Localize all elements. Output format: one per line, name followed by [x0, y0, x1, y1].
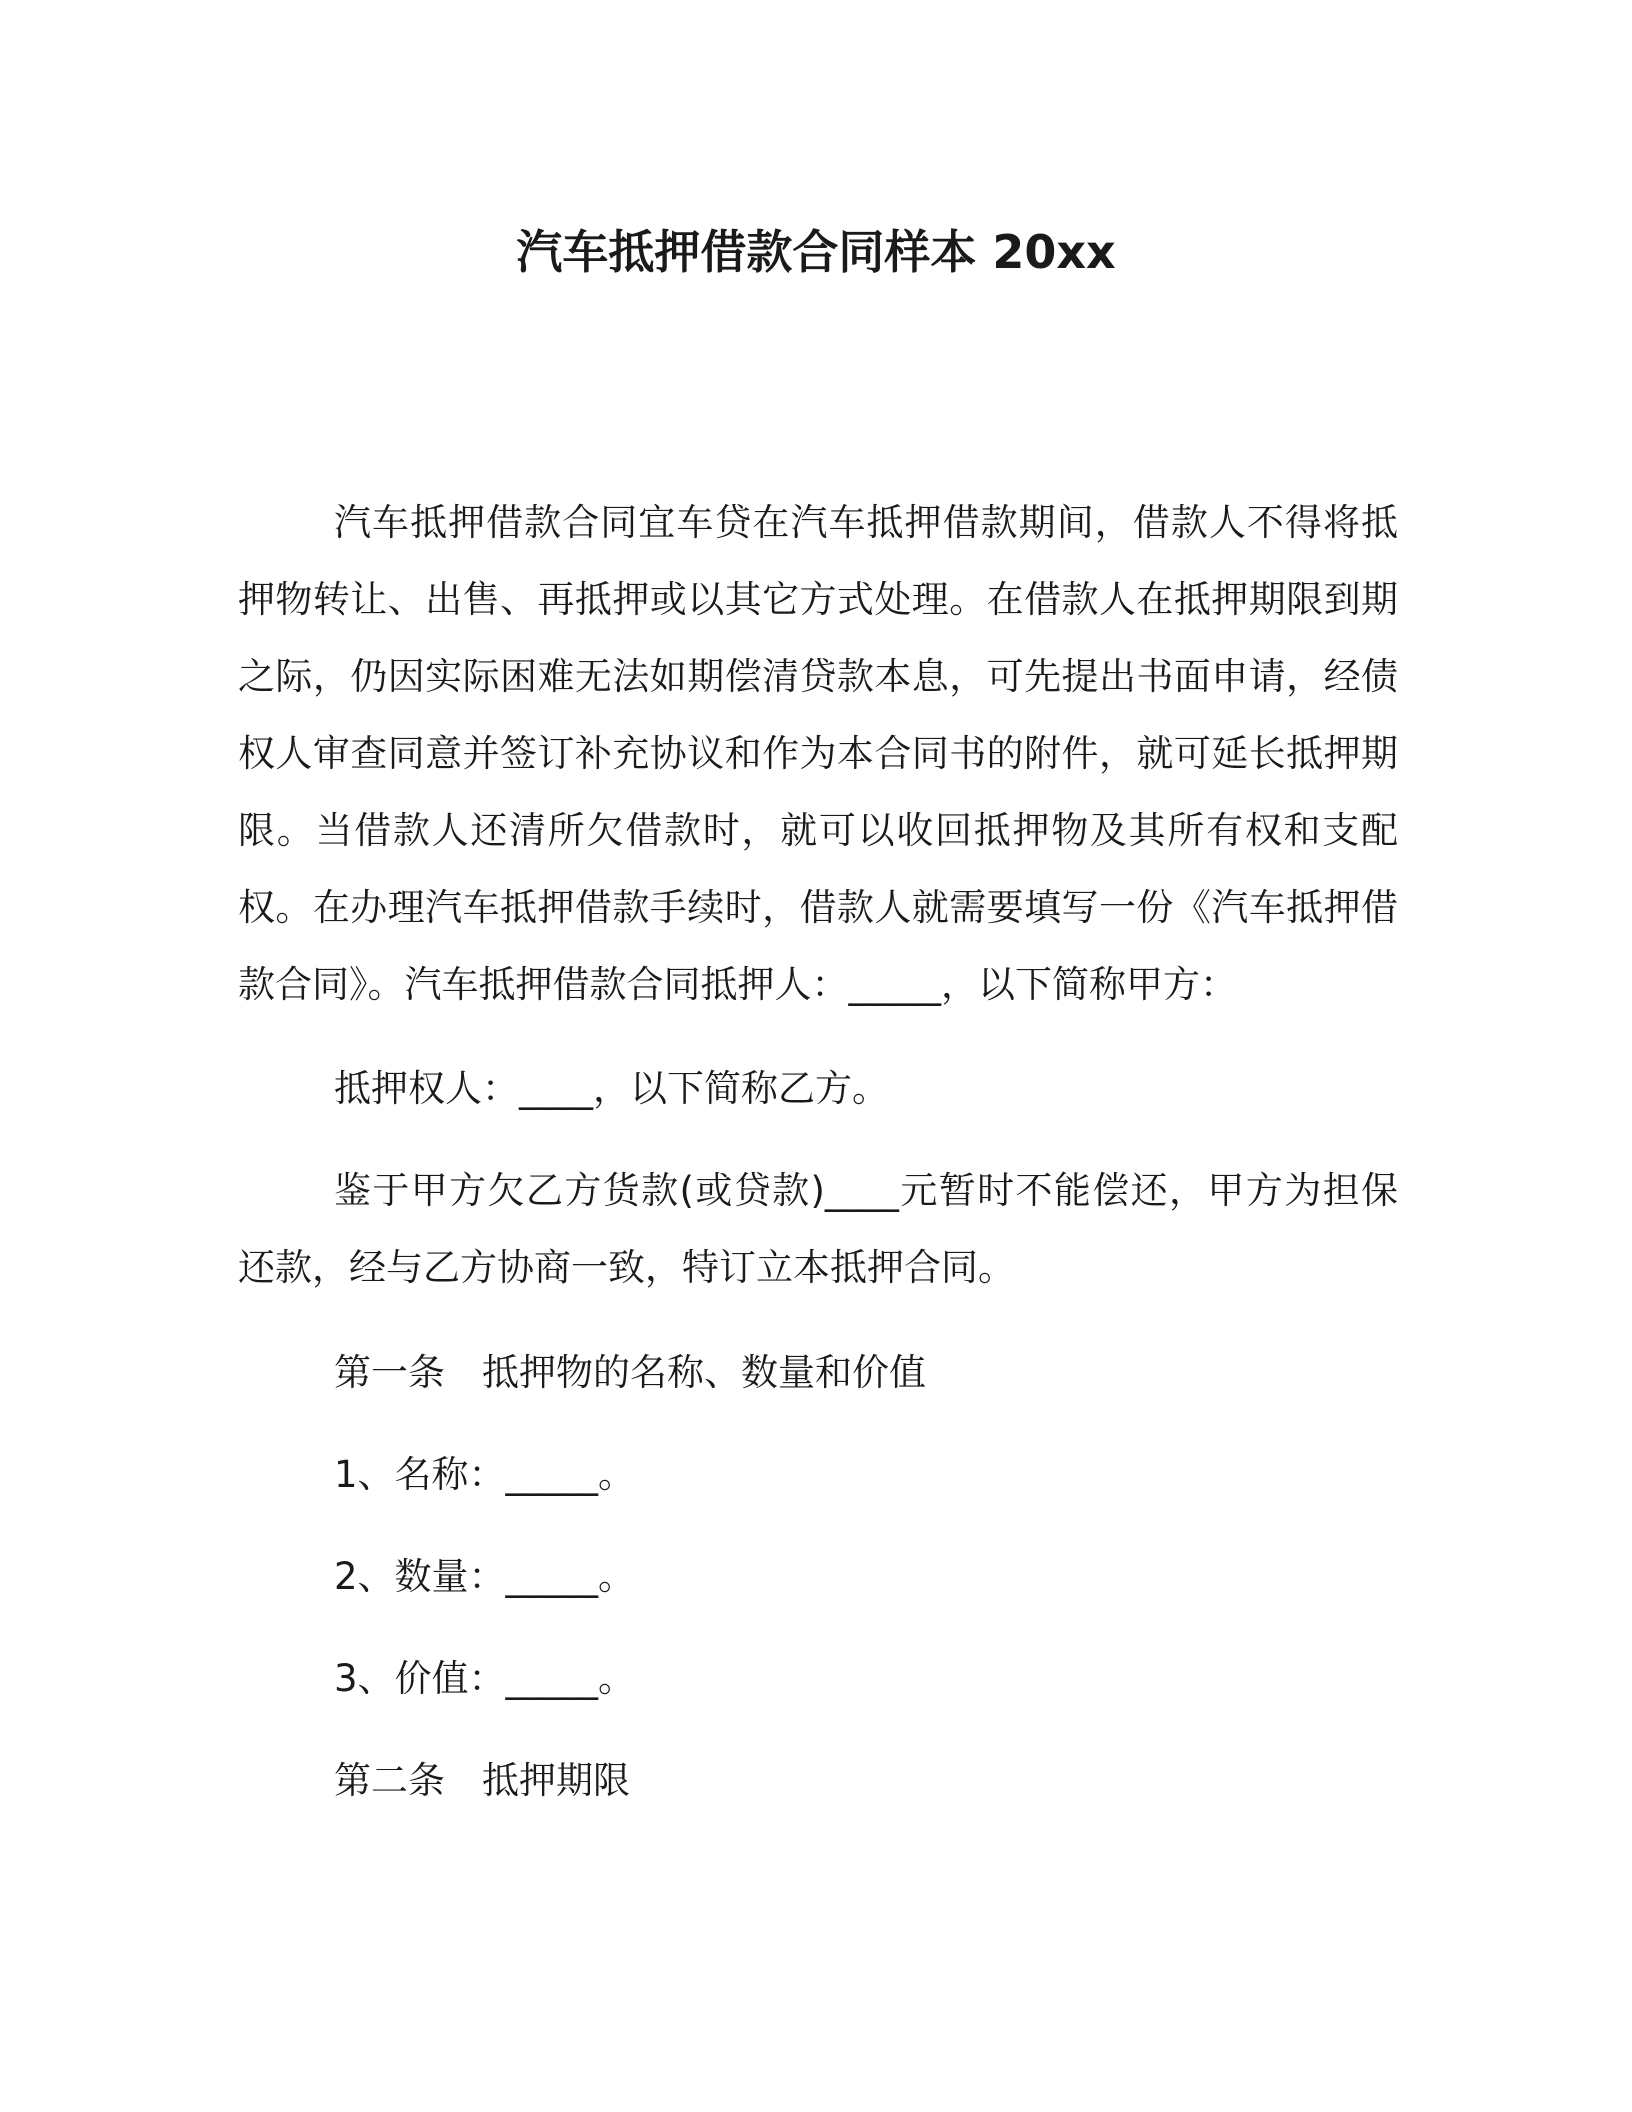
article-1-heading: 第一条 抵押物的名称、数量和价值	[334, 1351, 926, 1394]
document-title: 汽车抵押借款合同样本 20xx	[516, 225, 1116, 279]
article-1-item-quantity: 2、数量：_____。	[334, 1555, 636, 1598]
intro-paragraph: 汽车抵押借款合同宜车贷在汽车抵押借款期间，借款人不得将抵押物转让、出售、再抵押或以其它方式处理。在借款人在抵押期限到期之际，仍因实际困难无法如期偿清贷款本息，可先提出书面申请，经债权人审查同意并签订补充协议和作为本合同书的附件，就可延长抵押期限。当借款人还清所欠借款时，就可以收回抵押物及其所有权和支配权。在办理汽车抵押借款手续时，借款人就需要填写一份《汽车抵押借款合同》。汽车抵押借款合同抵押人：_____，以下简称甲方：	[238, 501, 1398, 1006]
mortgagee-line: 抵押权人：____，以下简称乙方。	[334, 1067, 889, 1110]
recital-paragraph: 鉴于甲方欠乙方货款(或贷款)____元暂时不能偿还，甲方为担保还款，经与乙方协商一致，特订立本抵押合同。	[238, 1169, 1398, 1289]
article-1-item-value: 3、价值：_____。	[334, 1657, 636, 1700]
article-1-item-name: 1、名称：_____。	[334, 1453, 636, 1496]
article-2-heading: 第二条 抵押期限	[334, 1759, 630, 1802]
